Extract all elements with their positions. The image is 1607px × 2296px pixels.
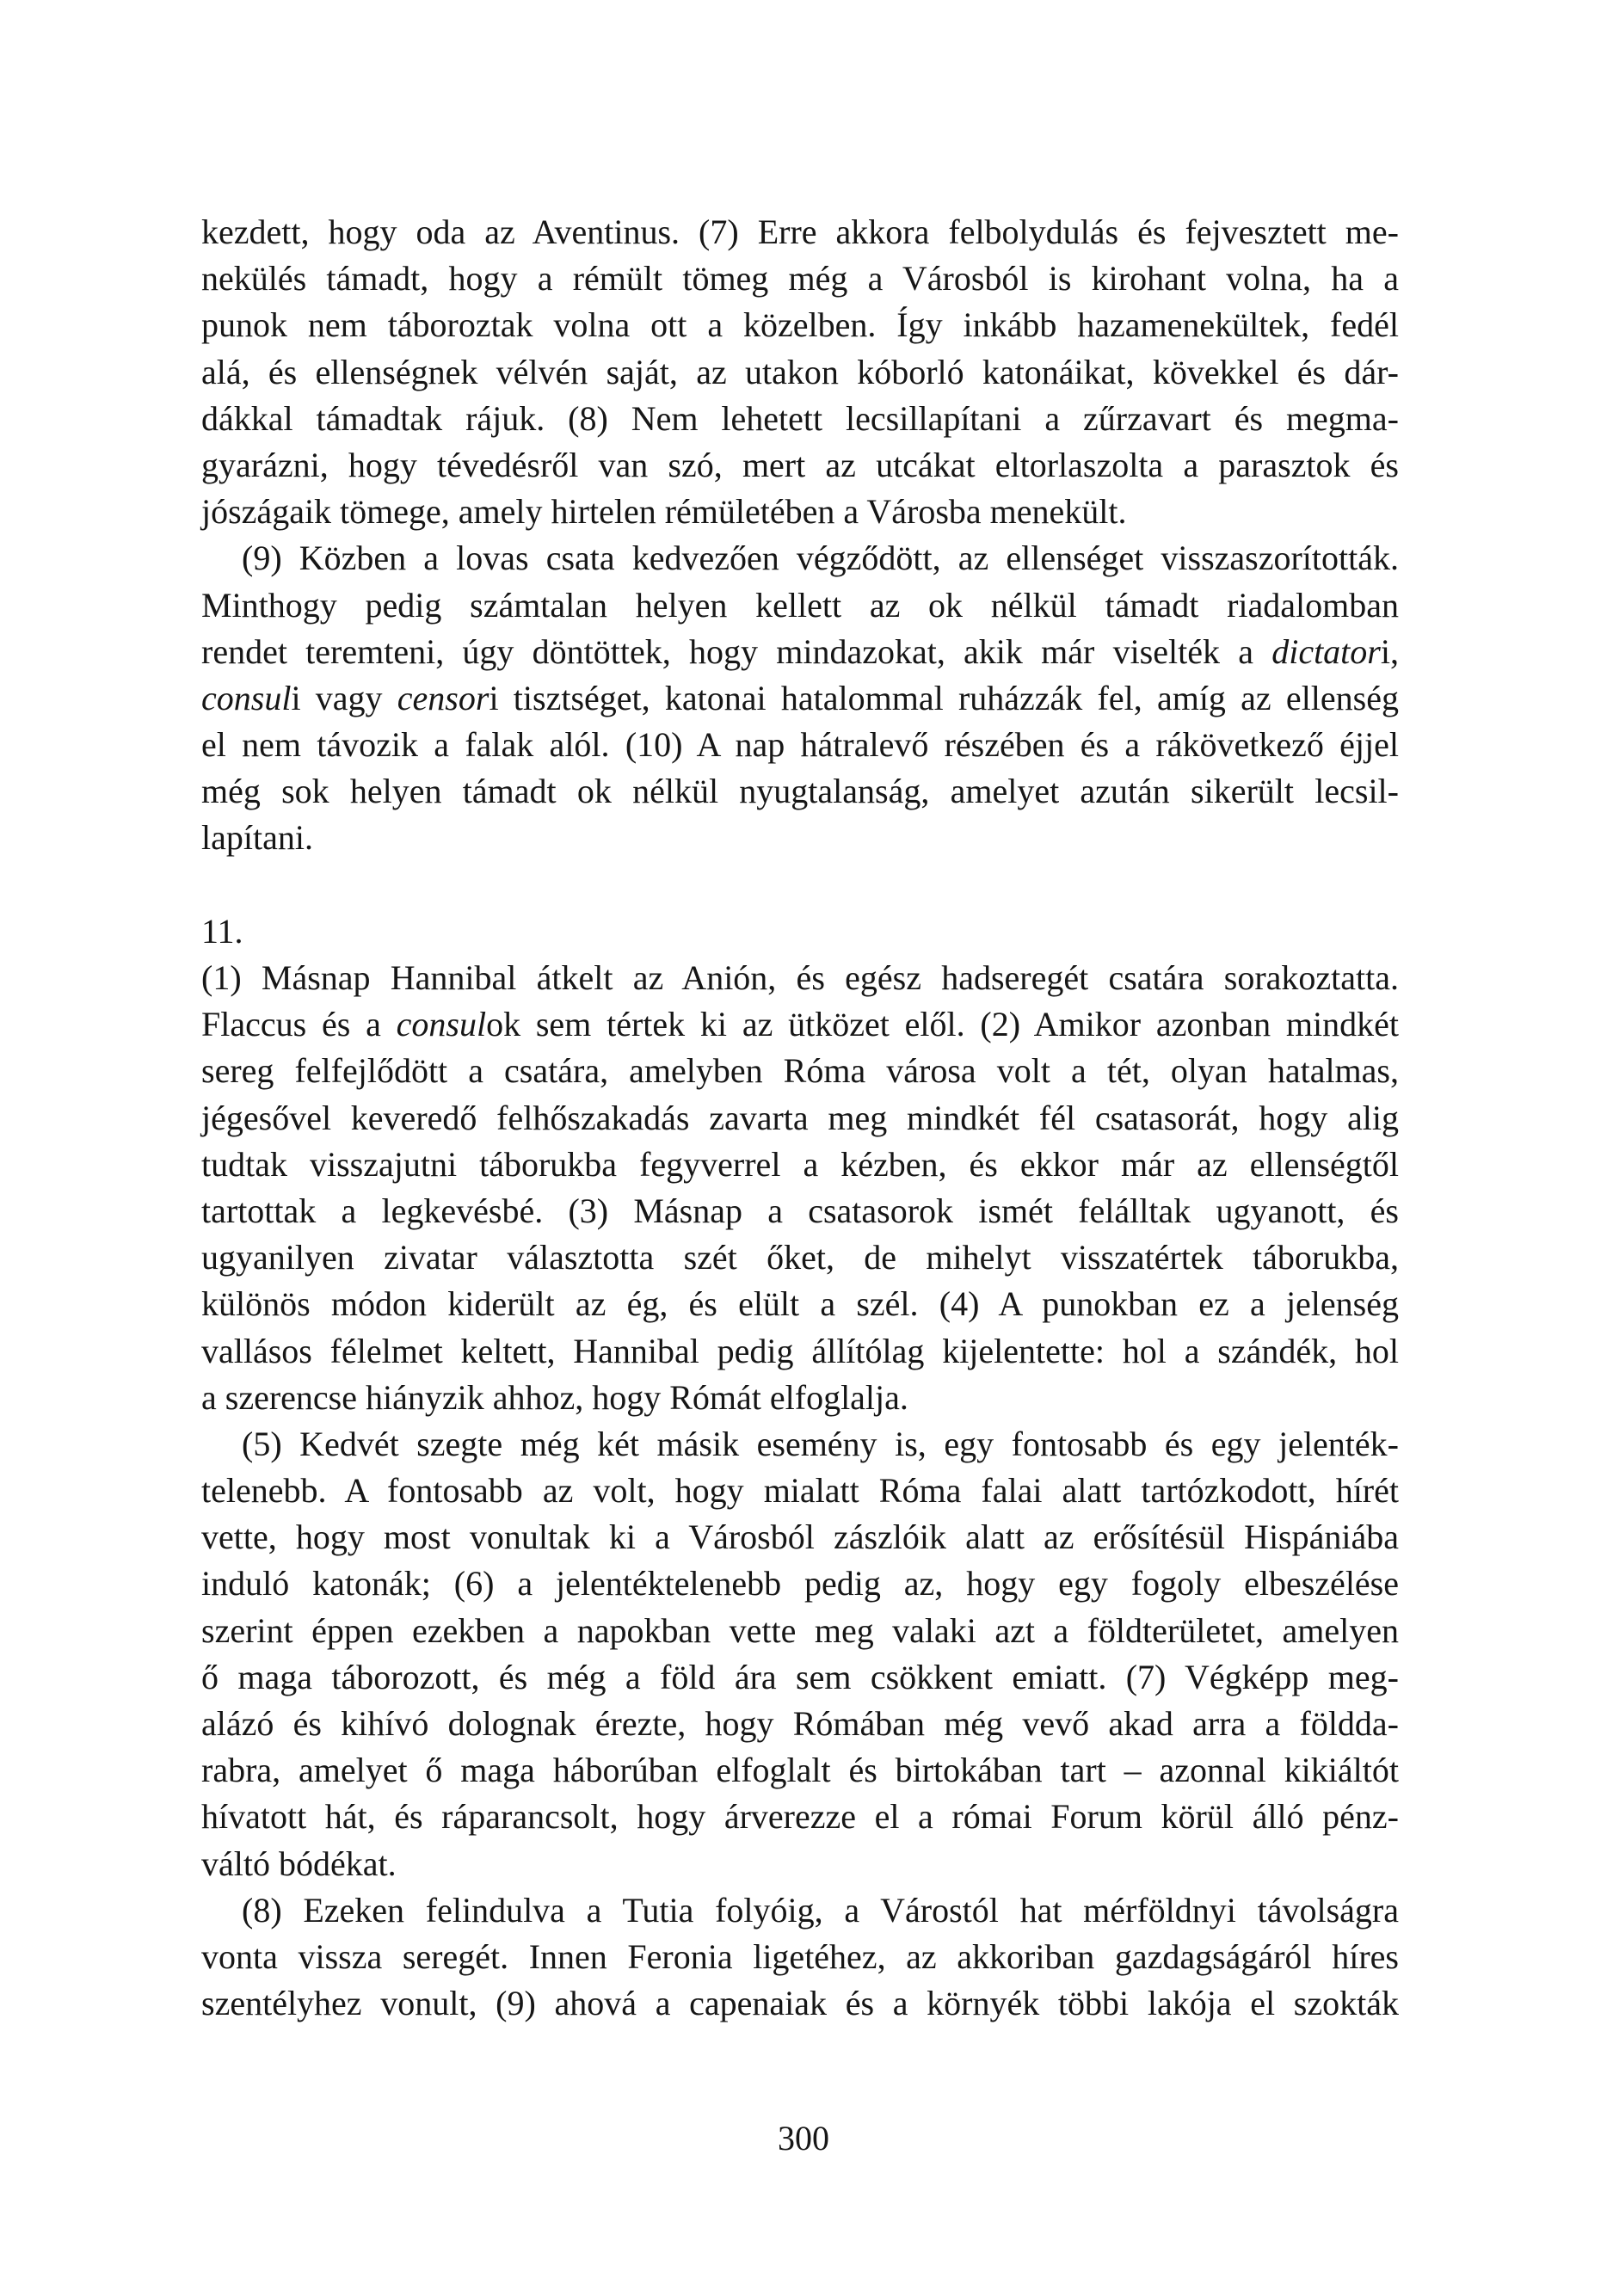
text-segment: jószágaik tömege, amely hirtelen rémületében a Városba menekült.: [201, 492, 1127, 532]
page-number: 300: [778, 2119, 829, 2158]
text-line: [201, 1608, 1399, 1654]
text-line: [201, 722, 1399, 768]
text-line: [201, 1934, 1399, 1980]
italic-term: censor: [397, 678, 489, 717]
text-segment: i tisztséget, katonai hatalommal ruházzák fel, amíg az ellenség: [489, 678, 1399, 717]
text-line: [201, 815, 1399, 861]
text-line: [201, 1095, 1399, 1142]
section-heading: 11.: [201, 911, 243, 951]
text-segment: vonta vissza seregét. Innen Feronia ligetéhez, az akkoriban gazdagságáról híres: [201, 1936, 1399, 1976]
text-segment: rabra, amelyet ő maga háborúban elfoglalt és birtokában tart – azonnal kikiáltót: [201, 1751, 1399, 1790]
text-segment: szerint éppen ezekben a napokban vette meg valaki azt a földterületet, amelyen: [201, 1610, 1399, 1650]
text-line: [201, 349, 1399, 396]
text-segment: (8) Ezeken felindulva a Tutia folyóig, a Várostól hat mérföldnyi távolságra: [242, 1890, 1399, 1930]
text-line: [201, 1701, 1399, 1747]
text-line: [201, 1281, 1399, 1327]
text-segment: különös módon kiderült az ég, és elült a szél. (4) A punokban ez a jelenség: [201, 1284, 1399, 1324]
text-line: [201, 255, 1399, 302]
text-line: [201, 1234, 1399, 1281]
text-segment: Flaccus és a: [201, 1005, 397, 1044]
text-line: [201, 1654, 1399, 1701]
section-spacer: [201, 862, 1399, 908]
text-segment: még sok helyen támadt ok nélkül nyugtalanság, amelyet azután sikerült lecsil-: [201, 772, 1399, 811]
text-line: [201, 302, 1399, 348]
text-line: [201, 1468, 1399, 1514]
text-line: [201, 1887, 1399, 1934]
text-segment: Minthogy pedig számtalan helyen kellett az ok nélkül támadt riadalomban: [201, 585, 1399, 625]
text-segment: ok sem tértek ki az ütközet elől. (2) Amikor azonban mindkét: [486, 1005, 1400, 1044]
text-line: [201, 442, 1399, 489]
text-line: [201, 768, 1399, 815]
text-segment: nekülés támadt, hogy a rémült tömeg még a Városból is kirohant volna, ha a: [201, 259, 1399, 299]
text-segment: alázó és kihívó dolognak érezte, hogy Rómában még vevő akad arra a földda-: [201, 1704, 1399, 1743]
text-segment: tartottak a legkevésbé. (3) Másnap a csatasorok ismét felálltak ugyanott, és: [201, 1191, 1399, 1230]
text-line: [201, 629, 1399, 675]
text-segment: jégesővel keveredő felhőszakadás zavarta meg mindkét fél csatasorát, hogy alig: [201, 1098, 1399, 1137]
text-segment: (5) Kedvét szegte még két másik esemény is, egy fontosabb és egy jelenték-: [242, 1424, 1399, 1463]
text-segment: el nem távozik a falak alól. (10) A nap hátralevő részében és a rákövetkező éjjel: [201, 725, 1399, 765]
text-segment: tudtak visszajutni táborukba fegyverrel a kézben, és ekkor már az ellenségtől: [201, 1144, 1399, 1184]
text-segment: váltó bódékat.: [201, 1844, 397, 1883]
text-line: [201, 489, 1399, 535]
text-segment: i vagy: [291, 678, 397, 717]
text-segment: punok nem táboroztak volna ott a közelben. Így inkább hazamenekültek, fedél: [201, 305, 1399, 345]
text-line: [201, 1747, 1399, 1794]
text-segment: ő maga táborozott, és még a föld ára sem csökkent emiatt. (7) Végképp meg-: [201, 1657, 1399, 1696]
text-line: [201, 535, 1399, 582]
text-segment: vallásos félelmet keltett, Hannibal pedig állítólag kijelentette: hol a szándék, hol: [201, 1331, 1399, 1370]
text-line: [201, 582, 1399, 629]
text-segment: lapítani.: [201, 818, 313, 858]
text-segment: i,: [1380, 631, 1399, 671]
text-line: [201, 1841, 1399, 1887]
italic-term: consul: [201, 678, 292, 717]
text-line: [201, 1188, 1399, 1234]
text-segment: telenebb. A fontosabb az volt, hogy mialatt Róma falai alatt tartózkodott, hírét: [201, 1471, 1399, 1511]
text-segment: szentélyhez vonult, (9) ahová a capenaiak és a környék többi lakója el szokták: [201, 1984, 1399, 2023]
italic-term: consul: [396, 1005, 487, 1044]
text-line: [201, 675, 1399, 722]
section-10-continuation: [201, 209, 1399, 862]
text-line: [201, 209, 1399, 255]
text-line: [201, 955, 1399, 1001]
text-segment: vette, hogy most vonultak ki a Városból zászlóik alatt az erősítésül Hispániába: [201, 1517, 1399, 1557]
body-text: [201, 209, 1399, 2027]
text-segment: gyarázni, hogy tévedésről van szó, mert az utcákat eltorlaszolta a parasztok és: [201, 445, 1399, 484]
text-segment: ugyanilyen zivatar választotta szét őket, de mihelyt visszatértek táborukba,: [201, 1238, 1399, 1277]
text-line: [201, 1560, 1399, 1607]
text-segment: sereg felfejlődött a csatára, amelyben Róma városa volt a tét, olyan hatalmas,: [201, 1051, 1399, 1091]
text-line: [201, 1980, 1399, 2027]
text-line: [201, 1048, 1399, 1094]
text-segment: kezdett, hogy oda az Aventinus. (7) Erre akkora felbolydulás és fejvesztett me-: [201, 212, 1399, 251]
text-line: [201, 1794, 1399, 1840]
text-segment: a szerencse hiányzik ahhoz, hogy Rómát elfoglalja.: [201, 1377, 908, 1417]
text-line: [201, 1375, 1399, 1421]
text-segment: dákkal támadtak rájuk. (8) Nem lehetett lecsillapítani a zűrzavart és megma-: [201, 398, 1399, 438]
text-segment: induló katonák; (6) a jelentéktelenebb pedig az, hogy egy fogoly elbeszélése: [201, 1564, 1399, 1604]
text-segment: hívatott hát, és ráparancsolt, hogy árverezze el a római Forum körül álló pénz-: [201, 1797, 1399, 1837]
text-line: [201, 1514, 1399, 1560]
text-line: [201, 1421, 1399, 1468]
text-line: [201, 396, 1399, 442]
section-11: [201, 955, 1399, 2027]
text-segment: (9) Közben a lovas csata kedvezően végződött, az ellenséget visszaszorították.: [242, 539, 1399, 578]
text-line: [201, 1142, 1399, 1188]
text-segment: (1) Másnap Hannibal átkelt az Anión, és egész hadseregét csatára sorakoztatta.: [201, 958, 1399, 997]
italic-term: dictator: [1271, 631, 1381, 671]
text-line: [201, 1001, 1399, 1048]
text-line: [201, 1328, 1399, 1375]
text-segment: rendet teremteni, úgy döntöttek, hogy mindazokat, akik már viselték a: [201, 631, 1272, 671]
text-segment: alá, és ellenségnek vélvén saját, az utakon kóborló katonáikat, kövekkel és dár-: [201, 352, 1399, 391]
